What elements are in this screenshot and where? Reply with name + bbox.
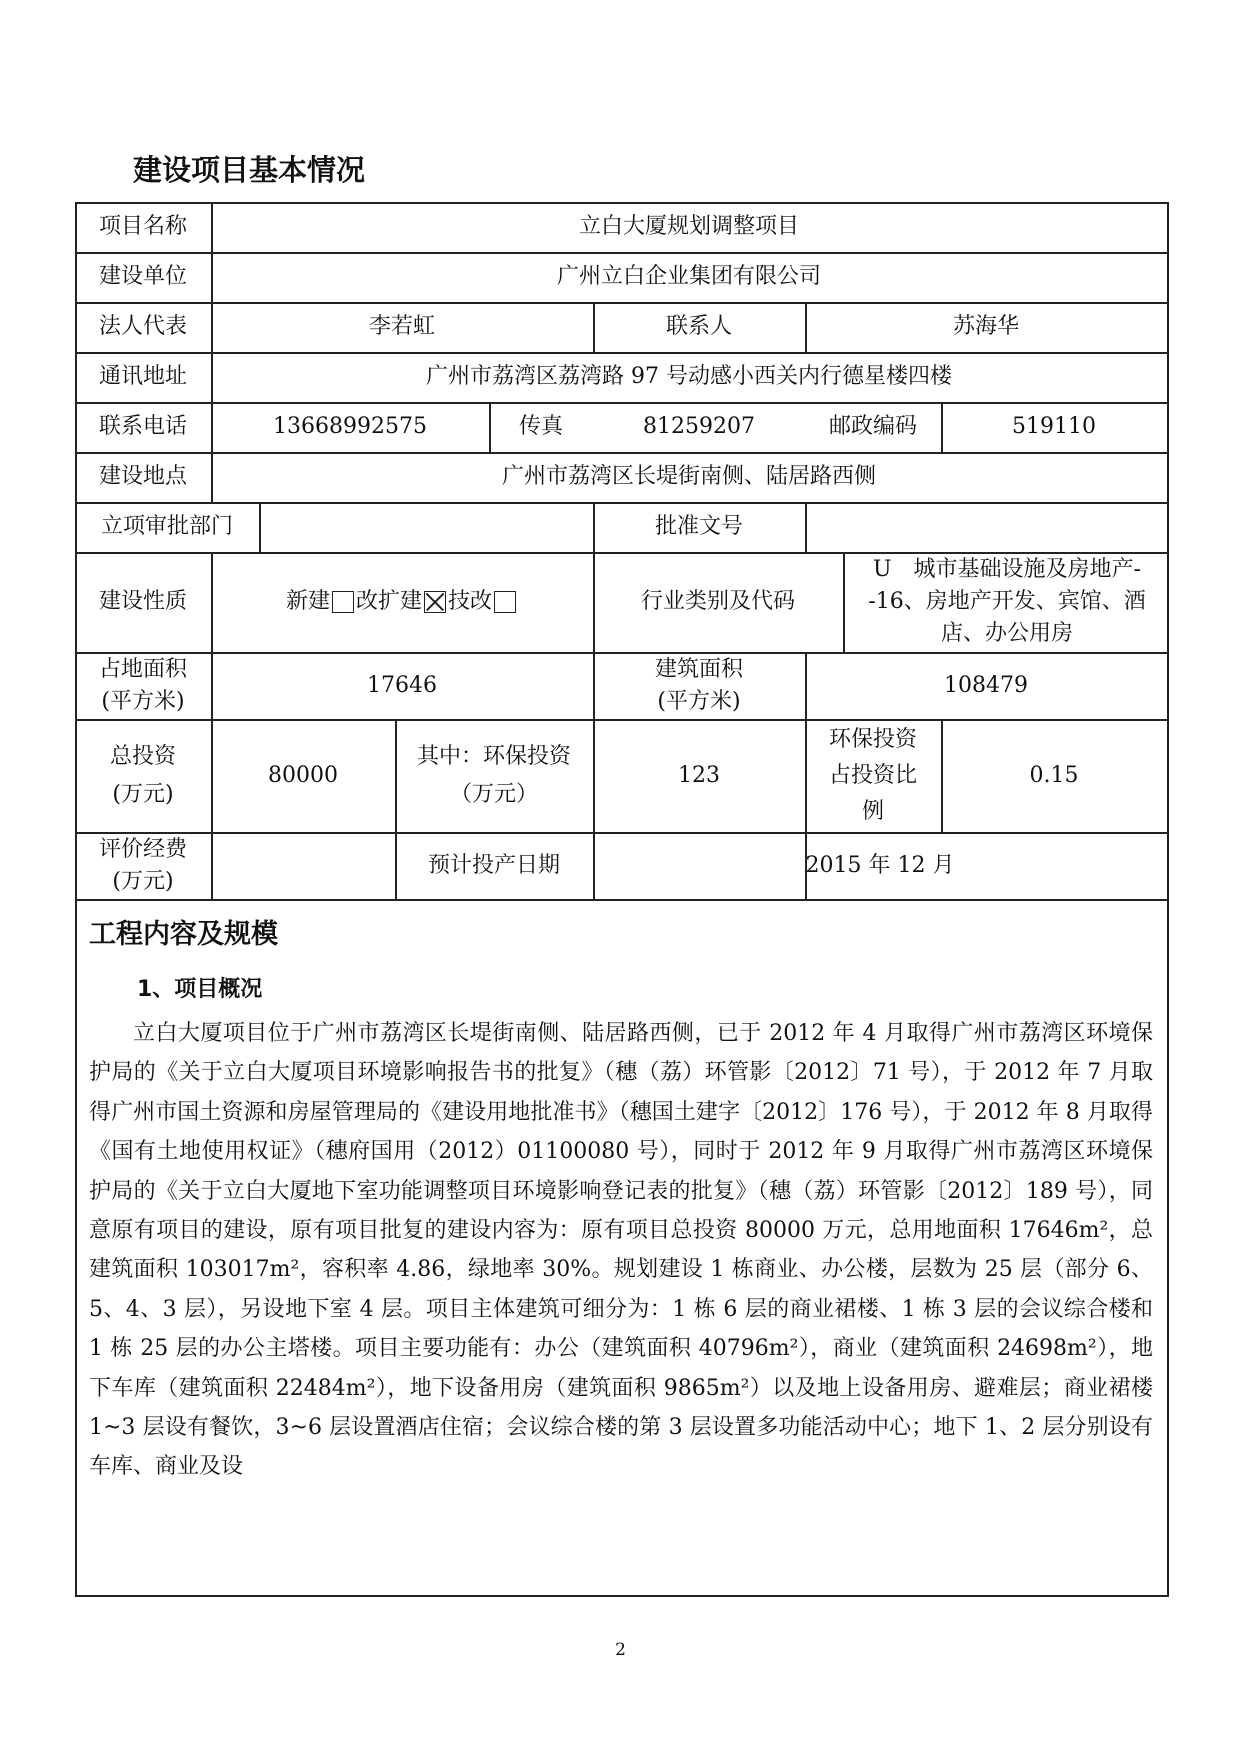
- floor-area-label: 建筑面积(平方米): [654, 656, 743, 714]
- env-invest-label: 其中：环保投资（万元）: [416, 743, 571, 807]
- nature-options: [211, 552, 593, 652]
- total-invest: 80000: [268, 762, 338, 788]
- nature-expand-label: 改扩建: [355, 589, 422, 614]
- land-area: 17646: [367, 672, 437, 698]
- eval-fee-label: 评价经费(万元): [98, 836, 187, 894]
- section-title: 工程内容及规模: [89, 919, 278, 950]
- contact: 苏海华: [952, 314, 1019, 339]
- nature-expand-checkbox-checked: [424, 591, 446, 613]
- legal-rep-label: 法人代表: [98, 314, 187, 339]
- land-area-label: 占地面积(平方米): [98, 656, 187, 714]
- site: 广州市荔湾区长堤街南侧、陆居路西侧: [501, 464, 876, 489]
- floor-area: 108479: [944, 672, 1028, 698]
- project-name: 立白大厦规划调整项目: [578, 214, 799, 239]
- phone-label: 联系电话: [98, 414, 187, 439]
- address: 广州市荔湾区荔湾路 97 号动感小西关内行德星楼四楼: [426, 364, 952, 389]
- address-label: 通讯地址: [98, 364, 187, 389]
- subsection-title: 1、项目概况: [137, 977, 263, 1002]
- env-ratio: 0.15: [1029, 762, 1079, 788]
- site-label: 建设地点: [98, 464, 187, 489]
- builder: 广州立白企业集团有限公司: [556, 264, 821, 289]
- nature-new-label: 新建: [285, 589, 330, 614]
- industry: U 城市基础设施及房地产--16、房地产开发、宾馆、酒店、办公用房: [868, 557, 1146, 646]
- env-invest: 123: [678, 762, 720, 788]
- fax: 81259207: [643, 414, 755, 439]
- nature-new-checkbox: [332, 591, 354, 613]
- eval-fee: [211, 832, 395, 899]
- nature-tech-checkbox: [494, 591, 516, 613]
- operation-date-label: 预计投产日期: [427, 852, 560, 878]
- page-title: 建设项目基本情况: [133, 153, 366, 187]
- project-overview-paragraph: 立白大厦项目位于广州市荔湾区长堤街南侧、陆居路西侧，已于 2012 年 4 月取得广州市荔湾区环境保护局的《关于立白大厦项目环境影响报告书的批复》（穗（荔）环管影〔2012〕71 号），于 2012 年 7 月取得广州市国土资源和房屋管理局的《建设用地批准书》（穗国土建字〔2012〕176 号），于 2012 年 8 月取得《国有土地使用权证》（穗府国用（2012）01100080 号），同时于 2012 年 9 月取得广州市荔湾区环境保护局的《关于立白大厦地下室功能调整项目环境影响登记表的批复》（穗（荔）环管影〔2012〕189 号），同意原有项目的建设，原有项目批复的建设内容为：原有项目总投资 80000 万元，总用地面积 17646m²，总建筑面积 103017m²，容积率 4.86，绿地率 30%。规划建设 1 栋商业、办公楼，层数为 25 层（部分 6、5、4、3 层），另设地下室 4 层。项目主体建筑可细分为：1 栋 6 层的商业裙楼、1 栋 3 层的会议综合楼和 1 栋 25 层的办公主塔楼。项目主要功能有：办公（建筑面积 40796m²），商业（建筑面积 24698m²），地下车库（建筑面积 22484m²），地下设备用房（建筑面积 9865m²）以及地上设备用房、避难层；商业裙楼 1~3 层设有餐饮，3~6 层设置酒店住宿；会议综合楼的第 3 层设置多功能活动中心；地下 1、2 层分别设有车库、商业及设: [89, 1021, 1153, 1480]
- fax-label: 传真: [518, 414, 563, 439]
- env-ratio-label: 环保投资占投资比例: [828, 726, 917, 824]
- approval-no-label: 批准文号: [654, 514, 743, 539]
- postcode: 519110: [1012, 414, 1096, 439]
- page-number: 2: [615, 1640, 626, 1660]
- project-name-label: 项目名称: [98, 214, 187, 239]
- operation-date: 2015 年 12 月: [805, 852, 955, 878]
- approval-dept-label: 立项审批部门: [100, 514, 233, 539]
- approval-no: [805, 502, 1167, 552]
- nature-tech-label: 技改: [448, 589, 493, 614]
- industry-label: 行业类别及代码: [640, 589, 795, 614]
- phone: 13668992575: [273, 414, 427, 439]
- nature-label: 建设性质: [98, 589, 187, 614]
- postcode-label: 邮政编码: [828, 414, 917, 439]
- approval-dept: [259, 502, 593, 552]
- total-invest-label: 总投资(万元): [109, 743, 176, 807]
- contact-label: 联系人: [665, 314, 732, 339]
- legal-rep: 李若虹: [368, 314, 435, 339]
- builder-label: 建设单位: [98, 264, 187, 289]
